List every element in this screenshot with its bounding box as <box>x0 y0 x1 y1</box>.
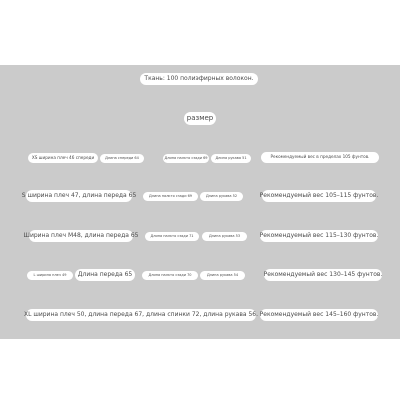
row-xs-back-length: Длина палкто сзади 69 <box>163 154 209 163</box>
row-m-size: Ширина плеч М48, длина переда 65 <box>29 230 133 242</box>
row-l-sleeve-length: Длина рукава 54 <box>200 271 245 280</box>
size-chart-panel <box>0 65 400 339</box>
row-xs-sleeve-length: Длина рукава 51 <box>211 154 251 163</box>
row-s-weight: Рекомендуемый вес 105–115 фунтов. <box>262 190 376 202</box>
row-m-sleeve-length: Длина рукава 53 <box>202 232 247 241</box>
row-xs-front-length: Длина спереди 64 <box>100 154 144 163</box>
size-heading: размер <box>184 112 216 125</box>
row-l-weight: Рекомендуемый вес 130–145 фунтов. <box>264 269 382 281</box>
row-xl-size: XL ширина плеч 50, длина переда 67, длина спинки 72, длина рукава 56. <box>26 309 256 321</box>
row-l-back-length: Длина палкто сзади 70 <box>142 271 198 280</box>
row-m-back-length: Длина палкто сзади 71 <box>145 232 199 241</box>
row-xs-weight: Рекомендуемый вес в пределах 105 фунтов. <box>261 152 379 163</box>
fabric-label: Ткань: 100 полиэфирных волокон. <box>140 73 258 85</box>
row-s-size: S ширина плеч 47, длина переда 65 <box>26 190 132 202</box>
row-m-weight: Рекомендуемый вес 115–130 фунтов. <box>260 230 378 242</box>
row-xl-weight: Рекомендуемый вес 145–160 фунтов. <box>260 309 378 321</box>
row-xs-size: XS ширина плеч 46 спереди <box>28 153 98 163</box>
row-l-size: L ширина плеч 49 <box>27 271 73 280</box>
row-s-back-length: Длина палкто сзади 69 <box>143 192 198 201</box>
row-s-sleeve-length: Длина рукава 52 <box>200 192 243 201</box>
row-l-front-length: Длина переда 65 <box>75 269 135 281</box>
